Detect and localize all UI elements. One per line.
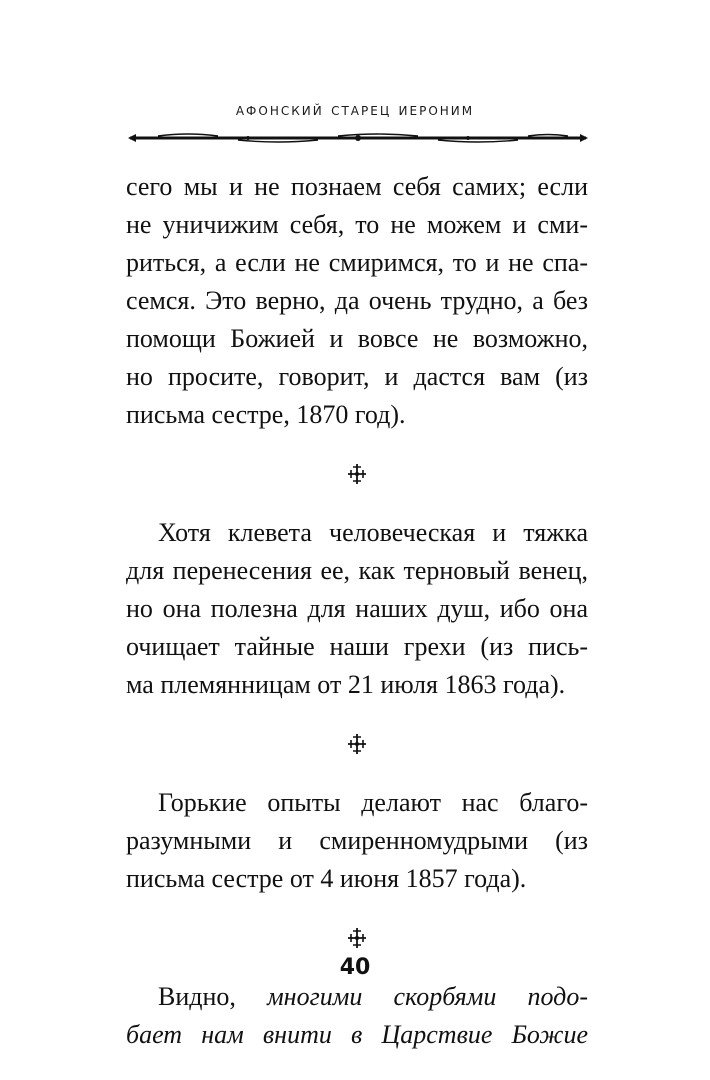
text-line: очищает тайные наши грехи (из пись- <box>126 632 588 661</box>
text-line: не уничижим себя, то не можем и сми- <box>126 210 588 239</box>
text-line: письма сестре, 1870 год). <box>126 400 406 429</box>
text-line: Хотя клевета человеческая и тяжка <box>158 518 588 547</box>
cross-ornament-icon <box>347 463 367 485</box>
text-line: риться, а если не смиримся, то и не спа- <box>126 248 588 277</box>
text-line: помощи Божией и вовсе не возможно, <box>126 324 588 353</box>
text-line: письма сестре от 4 июня 1857 года). <box>126 864 527 893</box>
paragraph-3 <box>126 784 588 898</box>
text-line: но просите, говорит, и дастся вам (из <box>126 362 588 391</box>
text-line: ма племянницам от 21 июля 1863 года). <box>126 670 566 699</box>
text-line: семся. Это верно, да очень трудно, а без <box>126 286 588 315</box>
text-line: сего мы и не познаем себя самих; если <box>126 172 588 201</box>
italic-text: многими скорбями подо- <box>267 982 588 1011</box>
separator-ornament <box>126 434 588 514</box>
paragraph-2 <box>126 514 588 704</box>
text-line: Горькие опыты делают нас благо- <box>158 788 588 817</box>
cross-ornament-icon <box>347 927 367 949</box>
text-line: но она полезна для наших душ, ибо она <box>126 594 588 623</box>
paragraph-1 <box>126 168 588 434</box>
page-content <box>126 168 588 1054</box>
cross-ornament-icon <box>347 733 367 755</box>
separator-ornament <box>126 704 588 784</box>
text-line: бает нам внити в Царствие Божие <box>126 1020 588 1049</box>
text-line: разумными и смиренномудрыми (из <box>126 826 588 855</box>
plain-text: Видно, <box>158 982 268 1011</box>
text-line <box>126 978 588 1016</box>
paragraph-4 <box>126 978 588 1054</box>
ornamental-rule <box>128 130 588 146</box>
page-number: 40 <box>339 955 371 980</box>
text-line: для перенесения ее, как терновый венец, <box>126 556 588 585</box>
running-head: афонский старец иероним <box>235 100 475 120</box>
